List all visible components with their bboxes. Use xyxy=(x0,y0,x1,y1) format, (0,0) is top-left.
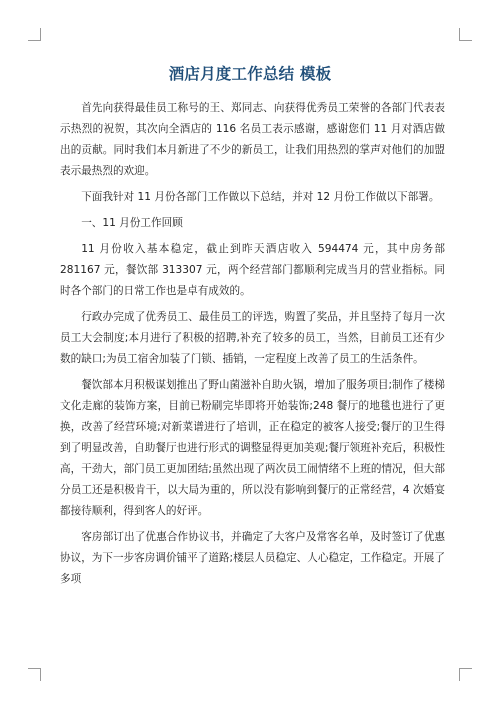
section-heading: 一、11 月份工作回顾 xyxy=(81,217,183,229)
document-body xyxy=(60,98,445,595)
crop-mark-bottom-left xyxy=(28,668,41,681)
paragraph-housekeeping: 客房部订出了优惠合作协议书，并确定了大客户及常客名单，及时签订了优惠协议，为下一步客房调价铺平了道路;楼层人员稳定、人心稳定，工作稳定。开展了多项 xyxy=(60,531,445,585)
crop-mark-bottom-right xyxy=(459,668,472,681)
paragraph-revenue: 11 月份收入基本稳定，截止到昨天酒店收入 594474 元，其中房务部 281167 元，餐饮部 313307 元，两个经营部门都顺利完成当月的营业指标。同时各个部门的日常工作也是卓有成效的。 xyxy=(60,243,445,297)
document-title: 酒店月度工作总结 模板 xyxy=(168,65,332,83)
crop-mark-top-right xyxy=(459,28,472,41)
paragraph-admin-office: 行政办完成了优秀员工、最佳员工的评选，购置了奖品，并且坚持了每月一次员工大会制度;本月进行了积极的招聘,补充了较多的员工，当然，目前员工还有少数的缺口;为员工宿舍加装了门锁、插销，一定程度上改善了员工的生活条件。 xyxy=(60,311,445,365)
paragraph-summary-intro: 下面我针对 11 月份各部门工作做以下总结，并对 12 月份工作做以下部署。 xyxy=(81,191,440,203)
paragraph-intro: 首先向获得最佳员工称号的王、郑同志、向获得优秀员工荣誉的各部门代表表示热烈的祝贺，其次向全酒店的 116 名员工表示感谢，感谢您们 11 月对酒店做出的贡献。同时我们本月新进了不少的新员工，让我们用热烈的掌声对他们的加盟表示最热烈的欢迎。 xyxy=(60,102,445,177)
paragraph-catering: 餐饮部本月积极谋划推出了野山菌滋补自助火锅，增加了服务项目;制作了楼梯文化走廊的装饰方案，目前已粉刷完毕即将开始装饰;248 餐厅的地毯也进行了更换，改善了经营环境;对新菜谱进行了培训，正在稳定的被客人接受;餐厅的卫生得到了明显改善，自助餐厅也进行形式的调整显得更加美观;餐厅领班补充后，积极性高，干劲大，部门员工更加团结;虽然出现了两次员工闹情绪不上班的情况，但大部分员工还是积极肯干，以大局为重的，所以没有影响到餐厅的正常经营，4 次婚宴都接待顺利，得到客人的好评。 xyxy=(60,379,445,517)
crop-mark-top-left xyxy=(28,28,41,41)
